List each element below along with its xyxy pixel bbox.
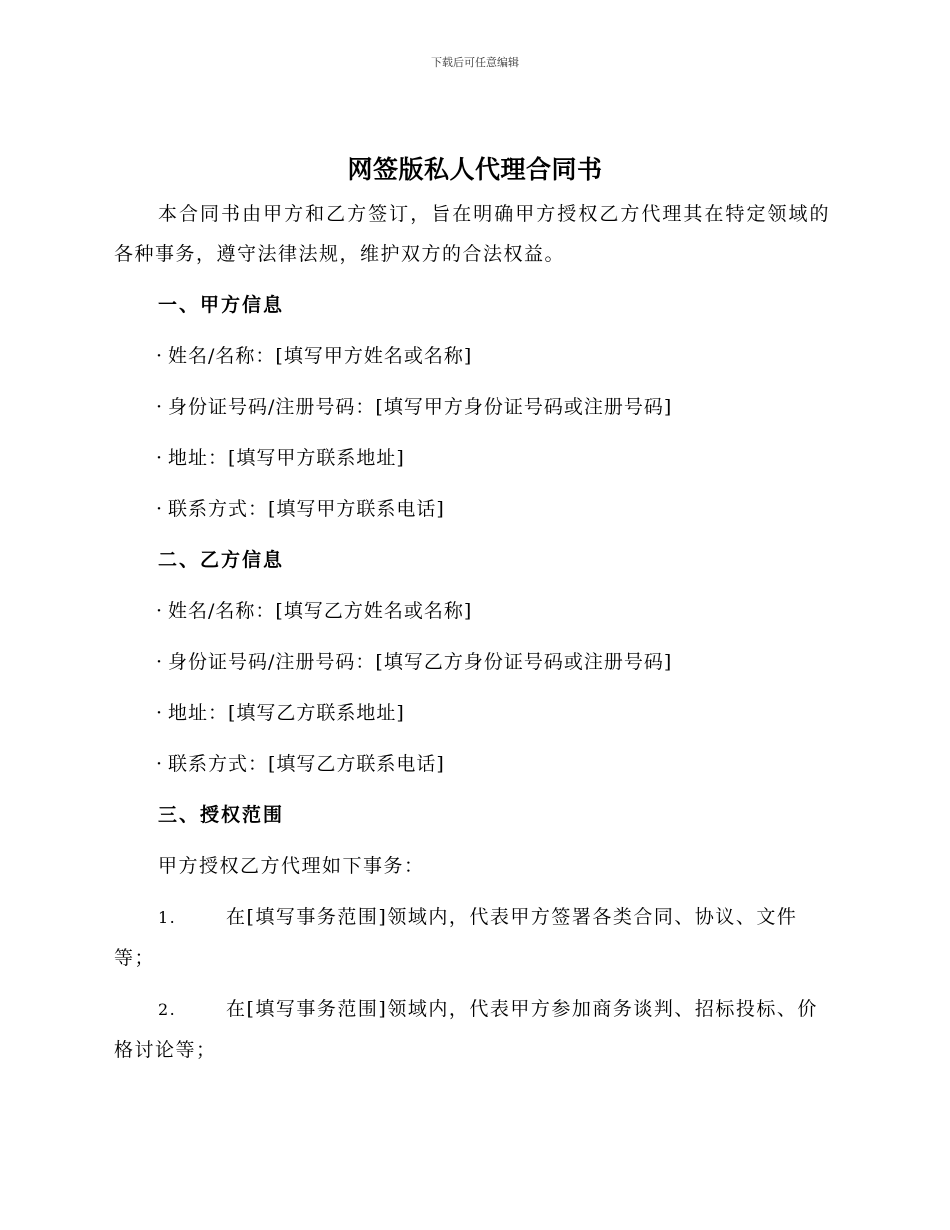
document-title: 网签版私人代理合同书 [347,155,603,184]
list-item: · 地址：[填写乙方联系地址] [114,693,830,733]
list-item: · 联系方式：[填写乙方联系电话] [114,744,830,784]
header-note: 下载后可任意编辑 [431,56,519,69]
list-item: · 身份证号码/注册号码：[填写甲方身份证号码或注册号码] [114,387,830,427]
list-item: · 联系方式：[填写甲方联系电话] [114,489,830,529]
bullet-icon: · [156,345,164,367]
list-item: · 地址：[填写甲方联系地址] [114,438,830,478]
item-number: 2. [158,1000,177,1019]
document-body [114,194,830,1081]
list-item: · 身份证号码/注册号码：[填写乙方身份证号码或注册号码] [114,642,830,682]
list-item: · 姓名/名称：[填写乙方姓名或名称] [114,591,830,631]
bullet-icon: · [156,753,164,775]
item-number: 1. [158,908,177,927]
section-heading-party-b: 二、乙方信息 [158,549,285,571]
bullet-icon: · [156,702,164,724]
bullet-icon: · [156,447,164,469]
section-heading-party-a: 一、甲方信息 [158,294,285,316]
numbered-item: 1. 在[填写事务范围]领域内，代表甲方签署各类合同、协议、文件等； [114,897,830,978]
numbered-item: 2. 在[填写事务范围]领域内，代表甲方参加商务谈判、招标投标、价格讨论等； [114,989,830,1070]
scope-lead: 甲方授权乙方代理如下事务： [158,855,425,877]
bullet-icon: · [156,651,164,673]
section-heading-scope: 三、授权范围 [158,804,285,826]
bullet-icon: · [156,600,164,622]
intro-paragraph: 本合同书由甲方和乙方签订，旨在明确甲方授权乙方代理其在特定领域的各种事务，遵守法律法规，维护双方的合法权益。 [114,203,830,265]
bullet-icon: · [156,498,164,520]
list-item: · 姓名/名称：[填写甲方姓名或名称] [114,336,830,376]
bullet-icon: · [156,396,164,418]
